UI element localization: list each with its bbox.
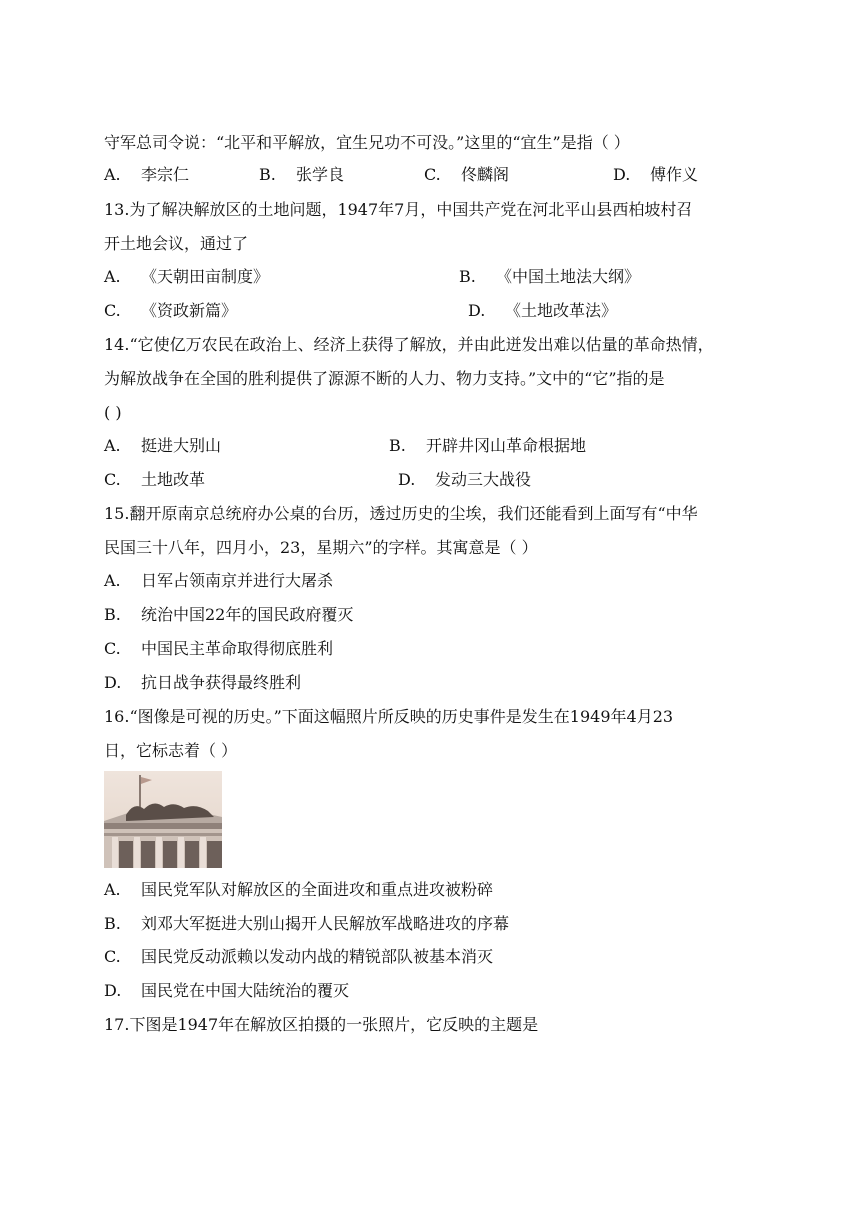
q12-option-a [104, 165, 189, 185]
option-text: 《土地改革法》 [505, 301, 618, 320]
option-text: 挺进大别山 [141, 436, 222, 455]
q13-stem-line-1: 13.为了解决解放区的土地问题，1947年7月，中国共产党在河北平山县西柏坡村召 [104, 200, 693, 219]
option-label: A. [104, 436, 121, 455]
q16-stem-line-1: 16.“图像是可视的历史。”下面这幅照片所反映的历史事件是发生在1949年4月23 [104, 707, 674, 726]
option-label: D. [613, 165, 631, 184]
q14-option-a [104, 436, 221, 456]
option-text: 开辟井冈山革命根据地 [426, 436, 587, 455]
q15-option-b [104, 605, 353, 625]
option-label: C. [104, 639, 121, 658]
option-label: C. [104, 301, 121, 320]
q15-stem-line-1: 15.翻开原南京总统府办公桌的台历，透过历史的尘埃，我们还能看到上面写有“中华 [104, 504, 698, 523]
q15-option-a [104, 571, 333, 591]
q15-option-d [104, 673, 301, 693]
option-label: C. [104, 470, 121, 489]
q15-stem-line-2: 民国三十八年，四月小，23，星期六”的字样。其寓意是（ ） [104, 538, 538, 557]
option-text: 国民党反动派赖以发动内战的精锐部队被基本消灭 [141, 947, 494, 966]
option-text: 《资政新篇》 [141, 301, 238, 320]
option-text: 刘邓大军挺进大别山揭开人民解放军战略进攻的序幕 [141, 914, 510, 933]
q12-option-c [424, 165, 509, 185]
historical-photo [104, 771, 222, 868]
q13-option-a [104, 267, 269, 287]
option-label: D. [104, 981, 122, 1000]
q17-stem-line-1: 17.下图是1947年在解放区拍摄的一张照片，它反映的主题是 [104, 1015, 539, 1034]
option-text: 国民党在中国大陆统治的覆灭 [141, 981, 350, 1000]
q16-stem-line-2: 日，它标志着（ ） [104, 741, 238, 760]
q14-option-d [398, 470, 531, 490]
option-text: 李宗仁 [141, 165, 190, 184]
option-text: 《天朝田亩制度》 [141, 267, 270, 286]
option-label: C. [104, 947, 121, 966]
option-text: 日军占领南京并进行大屠杀 [141, 571, 334, 590]
q14-option-c [104, 470, 205, 490]
option-label: C. [424, 165, 441, 184]
q13-option-c [104, 301, 237, 321]
q13-option-b [459, 267, 640, 287]
q14-stem-line-1: 14.“它使亿万农民在政治上、经济上获得了解放，并由此迸发出难以估量的革命热情， [104, 335, 714, 354]
q15-option-c [104, 639, 333, 659]
option-text: 土地改革 [141, 470, 206, 489]
q14-stem-line-2: 为解放战争在全国的胜利提供了源源不断的人力、物力支持。”文中的“它”指的是 [104, 369, 665, 388]
option-text: 中国民主革命取得彻底胜利 [141, 639, 334, 658]
option-text: 发动三大战役 [435, 470, 532, 489]
q14-option-b [389, 436, 586, 456]
q12-stem: 守军总司令说：“北平和平解放，宜生兄功不可没。”这里的“宜生”是指（ ） [104, 133, 630, 152]
option-text: 《中国土地法大纲》 [496, 267, 641, 286]
q16-option-b [104, 914, 509, 934]
option-label: D. [104, 673, 122, 692]
option-label: B. [389, 436, 406, 455]
option-text: 抗日战争获得最终胜利 [141, 673, 302, 692]
option-label: A. [104, 267, 121, 286]
q13-stem-line-2: 开土地会议，通过了 [104, 234, 249, 253]
q16-option-c [104, 947, 493, 967]
photo-presidential-palace [104, 771, 222, 868]
q12-option-d [613, 165, 698, 185]
option-text: 傅作义 [650, 165, 699, 184]
option-label: A. [104, 880, 121, 899]
option-text: 国民党军队对解放区的全面进攻和重点进攻被粉碎 [141, 880, 494, 899]
option-label: B. [459, 267, 476, 286]
q13-option-d [468, 301, 617, 321]
option-label: B. [104, 605, 121, 624]
option-label: D. [398, 470, 416, 489]
q12-option-b [259, 165, 344, 185]
q14-stem-line-3: ( ) [104, 403, 122, 422]
option-text: 佟麟阁 [461, 165, 510, 184]
q16-option-a [104, 880, 493, 900]
option-label: D. [468, 301, 486, 320]
option-label: B. [104, 914, 121, 933]
option-label: A. [104, 165, 121, 184]
option-label: A. [104, 571, 121, 590]
q16-option-d [104, 981, 349, 1001]
option-label: B. [259, 165, 276, 184]
option-text: 统治中国22年的国民政府覆灭 [141, 605, 354, 624]
option-text: 张学良 [296, 165, 345, 184]
